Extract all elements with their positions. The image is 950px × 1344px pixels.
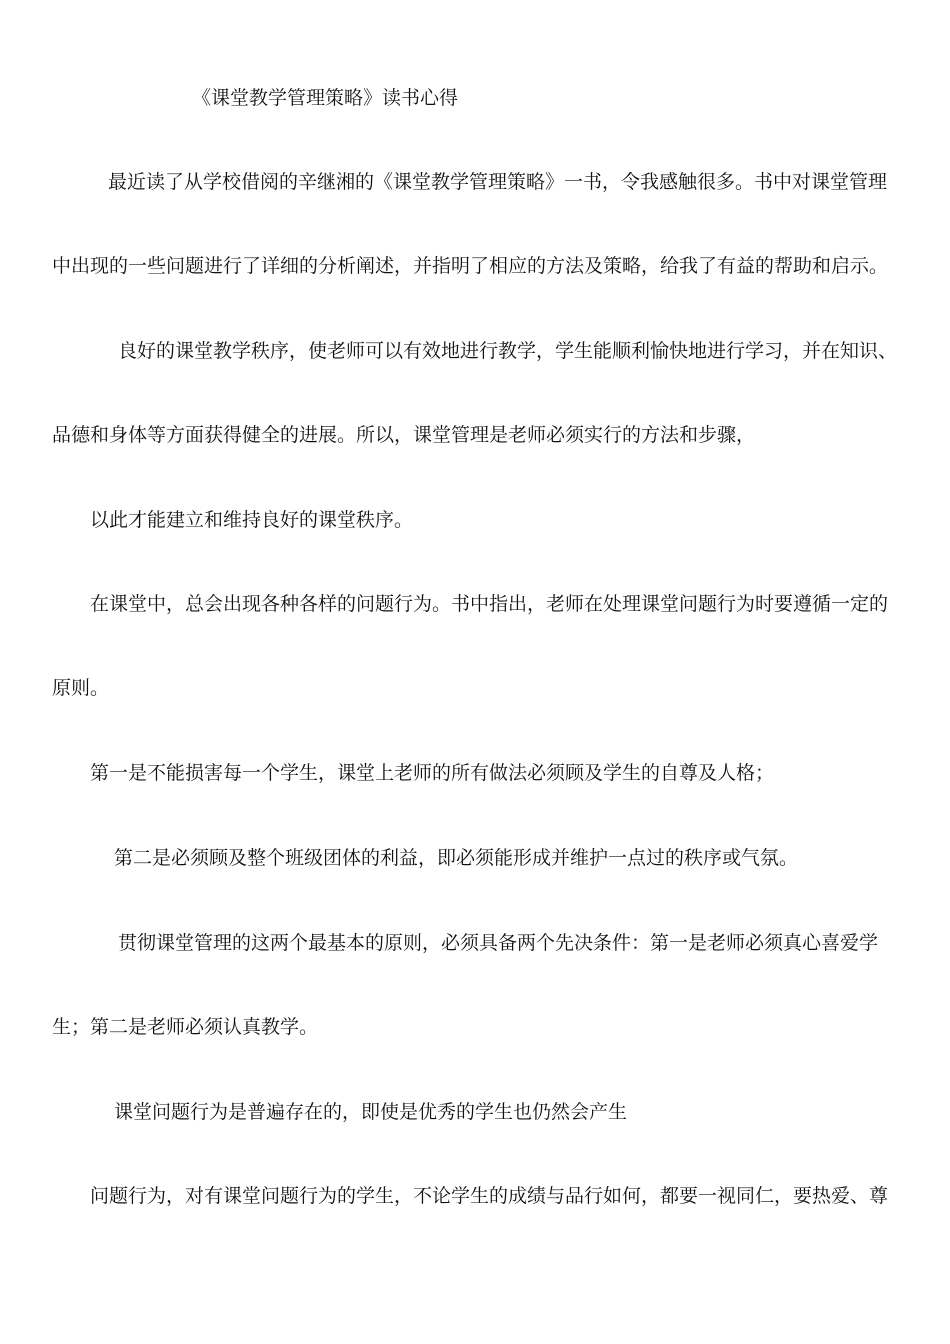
paragraph-line: 第一是不能损害每一个学生，课堂上老师的所有做法必须顾及学生的自尊及人格；	[90, 762, 775, 784]
paragraph-line: 原则。	[52, 677, 110, 699]
paragraph-line: 以此才能建立和维持良好的课堂秩序。	[90, 509, 414, 531]
paragraph-line: 课堂问题行为是普遍存在的，即使是优秀的学生也仍然会产生	[114, 1101, 628, 1123]
paragraph-line: 良好的课堂教学秩序，使老师可以有效地进行教学，学生能顺利愉快地进行学习，并在知识、	[118, 340, 898, 362]
paragraph-line: 品德和身体等方面获得健全的进展。所以，课堂管理是老师必须实行的方法和步骤，	[52, 424, 756, 446]
paragraph-line: 生；第二是老师必须认真教学。	[52, 1016, 319, 1038]
document-title: 《课堂教学管理策略》读书心得	[192, 87, 459, 109]
paragraph-line: 第二是必须顾及整个班级团体的利益，即必须能形成并维护一点过的秩序或气氛。	[114, 847, 799, 869]
paragraph-line: 中出现的一些问题进行了详细的分析阐述，并指明了相应的方法及策略，给我了有益的帮助和启示。	[52, 255, 889, 277]
paragraph-line: 问题行为，对有课堂问题行为的学生，不论学生的成绩与品行如何，都要一视同仁，要热爱、尊	[90, 1185, 889, 1207]
paragraph-line: 贯彻课堂管理的这两个最基本的原则，必须具备两个先决条件：第一是老师必须真心喜爱学	[118, 932, 879, 954]
paragraph-line: 在课堂中，总会出现各种各样的问题行为。书中指出，老师在处理课堂问题行为时要遵循一定的	[90, 593, 889, 615]
paragraph-line: 最近读了从学校借阅的辛继湘的《课堂教学管理策略》一书，令我感触很多。书中对课堂管理	[108, 171, 888, 193]
